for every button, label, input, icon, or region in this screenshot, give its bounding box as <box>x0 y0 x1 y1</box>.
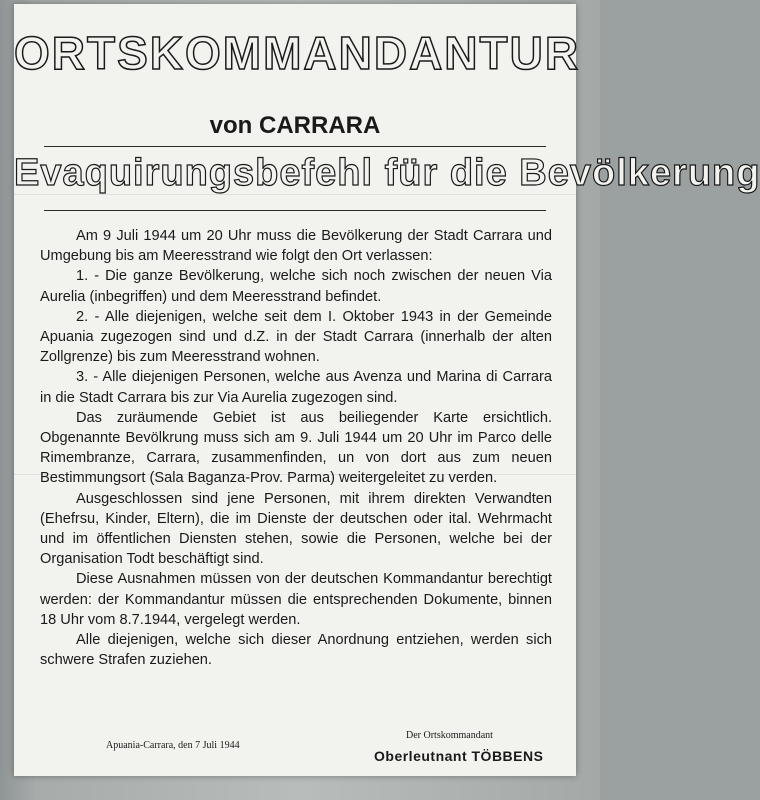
paragraph-item-2: 2. - Alle diejenigen, welche seit dem I. Oktober 1943 in der Gemeinde Apuania zugezogen sind und d.Z. in der Stadt Carrara (innerhalb der alten Zollgrenze) bis zum Meeresstrand wohnen. <box>40 308 552 366</box>
evacuation-poster <box>14 4 760 776</box>
signature-title: Der Ortskommandant <box>406 730 493 741</box>
divider-bottom <box>44 210 546 211</box>
poster-title: ORTSKOMMANDANTUR <box>14 27 581 79</box>
paragraph-exclusions: Ausgeschlossen sind jene Personen, mit ihrem direkten Verwandten (Ehefrsu, Kinder, Eltern), die im Dienste der deutschen oder ital. Wehrmacht und im öffentlichen Diensten stehen, sowie die Personen, welche bei der Organisation Todt beschäftigt sind. <box>40 490 552 568</box>
signature-name: Oberleutnant TÖBBENS <box>374 748 544 764</box>
poster-subtitle: von CARRARA <box>209 112 381 139</box>
paragraph-item-1: 1. - Die ganze Bevölkerung, welche sich noch zwischen der neuen Via Aurelia (inbegriffen) und dem Meeresstrand befindet. <box>40 268 552 305</box>
paragraph-assembly: Das zuräumende Gebiet ist aus beiliegender Karte ersichtlich. Obgenannte Bevölkrung muss sich am 9. Juli 1944 um 20 Uhr im Parco delle Rimembranze, Carrara, zusammenfinden, un von dort aus zum neuen Bestimmungsort (Sala Baganza-Prov. Parma) weitergeleitet zu verden. <box>40 409 552 487</box>
paragraph-exceptions: Diese Ausnahmen müssen von der deutschen Kommandantur berechtigt werden: der Kommandantur müssen die entsprechenden Dokumente, binnen 18 Uhr vom 8.7.1944, vergelegt werden. <box>40 571 552 628</box>
poster-body <box>40 226 552 670</box>
place-date: Apuania-Carrara, den 7 Juli 1944 <box>106 740 240 751</box>
divider-top <box>44 146 546 147</box>
poster-heading: Evaquirungsbefehl für die Bevölkerung <box>14 152 760 194</box>
paragraph-penalties: Alle diejenigen, welche sich dieser Anordnung entziehen, werden sich schwere Strafen zuziehen. <box>40 632 552 669</box>
paragraph-intro: Am 9 Juli 1944 um 20 Uhr muss die Bevölkerung der Stadt Carrara und Umgebung bis am Meeresstrand wie folgt den Ort verlassen: <box>40 228 552 265</box>
paragraph-item-3: 3. - Alle diejenigen Personen, welche aus Avenza und Marina di Carrara in die Stadt Carrara bis zur Via Aurelia zugezogen sind. <box>40 369 552 406</box>
